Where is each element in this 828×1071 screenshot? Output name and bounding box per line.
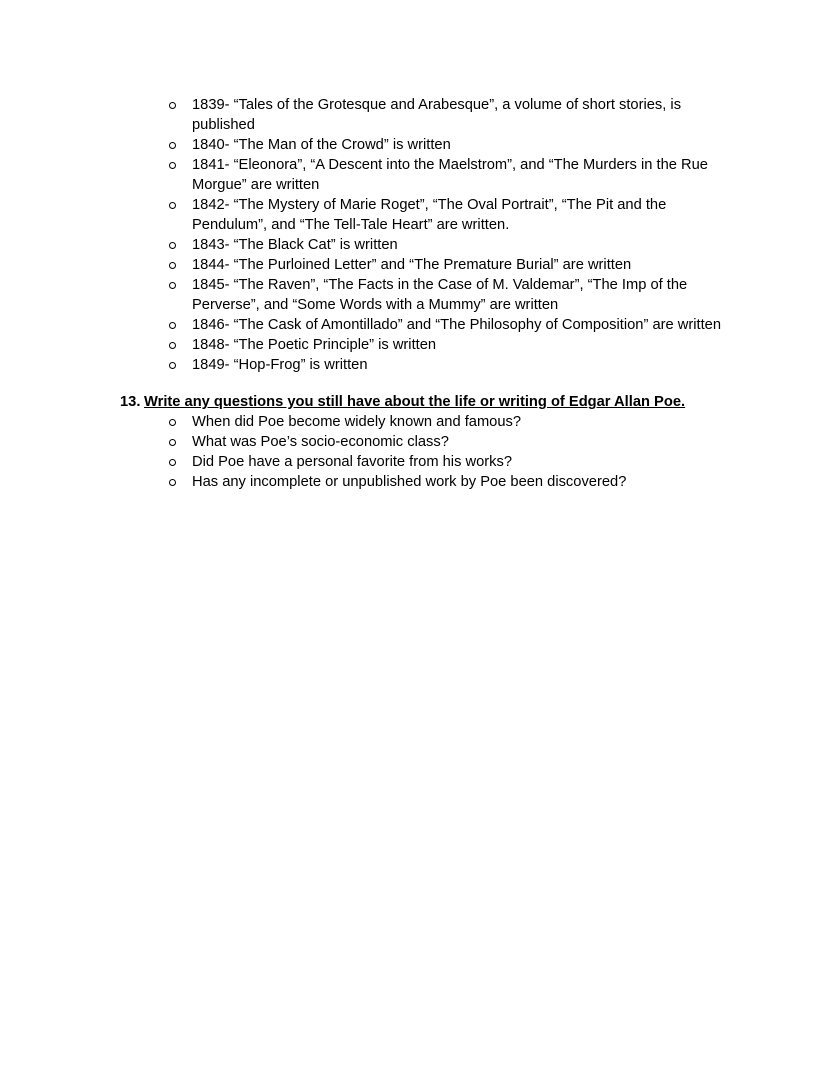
- list-item-text: 1843- “The Black Cat” is written: [192, 237, 398, 253]
- list-item-text: 1839- “Tales of the Grotesque and Arabesque”, a volume of short stories, is published: [192, 97, 682, 133]
- list-item: [96, 472, 732, 492]
- list-item-text: 1845- “The Raven”, “The Facts in the Case of M. Valdemar”, “The Imp of the Perverse”, and “Some Words with a Mummy” are written: [192, 277, 688, 313]
- question-section: [96, 392, 732, 492]
- circle-bullet-icon: [169, 202, 176, 209]
- circle-bullet-icon: [169, 479, 176, 486]
- circle-bullet-icon: [169, 282, 176, 289]
- circle-bullet-icon: [169, 142, 176, 149]
- circle-bullet-icon: [169, 102, 176, 109]
- circle-bullet-icon: [169, 419, 176, 426]
- circle-bullet-icon: [169, 362, 176, 369]
- list-item-text: 1846- “The Cask of Amontillado” and “The Philosophy of Composition” are written: [192, 317, 722, 333]
- list-item-text: 1844- “The Purloined Letter” and “The Premature Burial” are written: [192, 257, 632, 273]
- list-item-text: Did Poe have a personal favorite from his works?: [192, 454, 513, 470]
- list-item: [96, 235, 732, 255]
- list-item: [96, 452, 732, 472]
- list-item-text: What was Poe’s socio-economic class?: [192, 434, 449, 450]
- question-number: 13.: [120, 394, 141, 410]
- circle-bullet-icon: [169, 322, 176, 329]
- list-item: [96, 95, 732, 135]
- timeline-list: [96, 95, 732, 375]
- list-item: [96, 195, 732, 235]
- list-item-text: 1842- “The Mystery of Marie Roget”, “The Oval Portrait”, “The Pit and the Pendulum”, and “The Tell-Tale Heart” are written.: [192, 197, 667, 233]
- circle-bullet-icon: [169, 162, 176, 169]
- circle-bullet-icon: [169, 342, 176, 349]
- circle-bullet-icon: [169, 242, 176, 249]
- list-item: [96, 355, 732, 375]
- document-content: [96, 95, 732, 492]
- list-item: [96, 275, 732, 315]
- list-item: [96, 412, 732, 432]
- list-item-text: 1849- “Hop-Frog” is written: [192, 357, 368, 373]
- circle-bullet-icon: [169, 439, 176, 446]
- circle-bullet-icon: [169, 459, 176, 466]
- list-item-text: 1840- “The Man of the Crowd” is written: [192, 137, 451, 153]
- list-item: [96, 335, 732, 355]
- list-item: [96, 432, 732, 452]
- list-item-text: When did Poe become widely known and famous?: [192, 414, 522, 430]
- list-item: [96, 315, 732, 335]
- list-item-text: Has any incomplete or unpublished work by Poe been discovered?: [192, 474, 627, 490]
- list-item-text: 1841- “Eleonora”, “A Descent into the Maelstrom”, and “The Murders in the Rue Morgue” are written: [192, 157, 708, 193]
- list-item: [96, 255, 732, 275]
- list-item-text: 1848- “The Poetic Principle” is written: [192, 337, 437, 353]
- question-list: [96, 412, 732, 492]
- question-heading: [96, 392, 732, 412]
- list-item: [96, 135, 732, 155]
- question-heading-text: Write any questions you still have about the life or writing of Edgar Allan Poe.: [144, 394, 686, 410]
- circle-bullet-icon: [169, 262, 176, 269]
- list-item: [96, 155, 732, 195]
